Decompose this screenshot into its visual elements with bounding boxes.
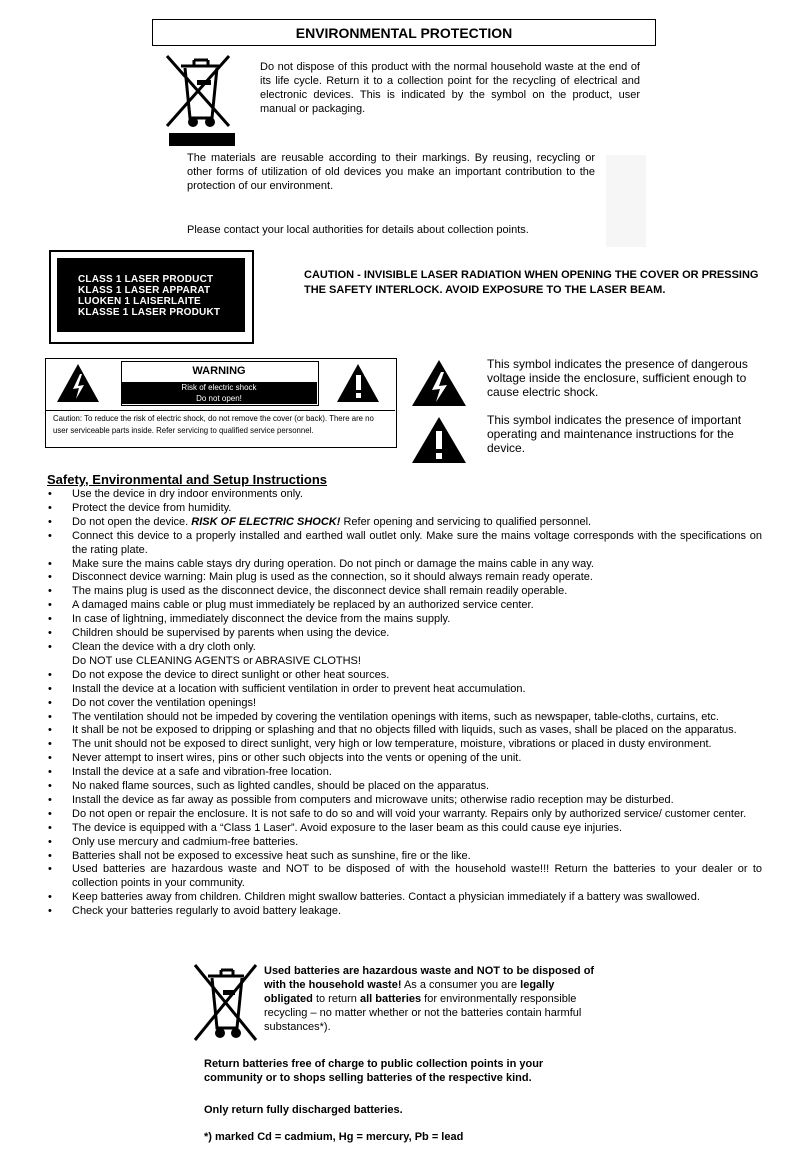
list-item: • Used batteries are hazardous waste and NOT to be disposed of with the household waste!!! Return the batteries to your dealer or to collection points in your community. — [46, 863, 762, 891]
list-item: • Install the device as far away as possible from computers and microwave units; otherwise radio reception may be disturbed. — [46, 794, 762, 808]
list-item: • Disconnect device warning: Main plug is used as the connection, so it should always remain ready operate. — [46, 571, 762, 585]
env-paragraph-3: Please contact your local authorities for details about collection points. — [187, 224, 529, 236]
scan-artifact — [606, 155, 646, 247]
list-item: • Do not cover the ventilation openings! — [46, 697, 762, 711]
list-item: • Do not expose the device to direct sunlight or other heat sources. — [46, 669, 762, 683]
list-item: • Use the device in dry indoor environments only. — [46, 488, 762, 502]
attention-symbol-text: This symbol indicates the presence of important operating and maintenance instructions for the device. — [487, 413, 742, 455]
list-item: • Install the device at a safe and vibration-free location. — [46, 766, 762, 780]
battery-disposal-text: Used batteries are hazardous waste and NOT to be disposed of with the household waste! As a consumer you are legally obligated to return all batteries for environmentally responsible recycling – no matter whether or not the batteries contain harmful substances*). — [264, 965, 595, 1033]
battery-footnote: *) marked Cd = cadmium, Hg = mercury, Pb = lead — [204, 1131, 464, 1143]
attention-symbol-icon — [410, 415, 468, 465]
list-item: • Children should be supervised by parents when using the device. — [46, 627, 762, 641]
list-item: • In case of lightning, immediately disconnect the device from the mains supply. — [46, 613, 762, 627]
list-item: • Do not open the device. RISK OF ELECTRIC SHOCK! Refer opening and servicing to qualified personnel. — [46, 516, 762, 530]
battery-discharged-text: Only return fully discharged batteries. — [204, 1104, 403, 1116]
weee-bin-icon — [163, 52, 237, 148]
list-item: • The device is equipped with a “Class 1 Laser”. Avoid exposure to the laser beam as this could cause eye injuries. — [46, 822, 762, 836]
laser-caution: CAUTION - INVISIBLE LASER RADIATION WHEN OPENING THE COVER OR PRESSING THE SAFETY INTERLOCK. AVOID EXPOSURE TO THE LASER BEAM. — [304, 269, 759, 296]
list-item: • It shall be not be exposed to dripping or splashing and that no objects filled with liquids, such as vases, shall be placed on the apparatus. — [46, 724, 762, 738]
env-paragraph-1: Do not dispose of this product with the normal household waste at the end of its life cycle. Return it to a collection point for the recycling of electrical and electronic devices. This is indicated by the symbol on the product, user manual or packaging. — [260, 61, 640, 115]
list-item: • Make sure the mains cable stays dry during operation. Do not pinch or damage the mains cable in any way. — [46, 558, 762, 572]
list-item: • Protect the device from humidity. — [46, 502, 762, 516]
warning-title: WARNING — [192, 365, 246, 377]
list-item: • Never attempt to insert wires, pins or other such objects into the vents or opening of the unit. — [46, 752, 762, 766]
list-item: • Connect this device to a properly installed and earthed wall outlet only. Make sure the mains voltage corresponds with the specifications on the rating plate. — [46, 530, 762, 558]
env-paragraph-2: The materials are reusable according to their markings. By reusing, recycling or other forms of utilization of old devices you make an important contribution to the protection of our environment. — [187, 152, 595, 192]
laser-label-text: CLASS 1 LASER PRODUCT KLASS 1 LASER APPARAT LUOKEN 1 LAISERLAITE KLASSE 1 LASER PRODUKT — [78, 274, 221, 318]
list-item: • Only use mercury and cadmium-free batteries. — [46, 836, 762, 850]
attention-warning-icon — [335, 362, 381, 404]
list-item: • Do not open or repair the enclosure. It is not safe to do so and will void your warranty. Repairs only by authorized service/ customer center. — [46, 808, 762, 822]
list-item: • Keep batteries away from children. Children might swallow batteries. Contact a physician immediately if a battery was swallowed. — [46, 891, 762, 905]
list-item: • Check your batteries regularly to avoid battery leakage. — [46, 905, 762, 919]
warning-subtitle: Risk of electric shock Do not open! — [121, 382, 317, 404]
safety-list — [46, 488, 762, 919]
safety-heading: Safety, Environmental and Setup Instructions — [47, 472, 328, 487]
warning-caution-text: Caution: To reduce the risk of electric shock, do not remove the cover (or back). There are no user serviceable parts inside. Refer servicing to qualified service personnel. — [53, 414, 374, 435]
list-item: • No naked flame sources, such as lighted candles, should be placed on the apparatus. — [46, 780, 762, 794]
list-item: • The mains plug is used as the disconnect device, the disconnect device shall remain readily operable. — [46, 585, 762, 599]
battery-bin-icon — [192, 962, 260, 1048]
list-item: • The unit should not be exposed to direct sunlight, very high or low temperature, moisture, vibrations or placed in dusty environment. — [46, 738, 762, 752]
list-item: • A damaged mains cable or plug must immediately be replaced by an authorized service center. — [46, 599, 762, 613]
battery-return-text: Return batteries free of charge to public collection points in your community or to shops selling batteries of the respective kind. — [204, 1058, 544, 1084]
voltage-symbol-text: This symbol indicates the presence of dangerous voltage inside the enclosure, sufficient enough to cause electric shock. — [487, 357, 748, 399]
list-item: • Install the device at a location with sufficient ventilation in order to prevent heat accumulation. — [46, 683, 762, 697]
page-title: ENVIRONMENTAL PROTECTION — [152, 19, 656, 46]
voltage-warning-icon — [55, 362, 101, 404]
list-item: • The ventilation should not be impeded by covering the ventilation openings with items, such as newspaper, table-cloths, curtains, etc. — [46, 711, 762, 725]
list-item: • Batteries shall not be exposed to excessive heat such as sunshine, fire or the like. — [46, 850, 762, 864]
voltage-symbol-icon — [410, 358, 468, 408]
list-item: • Clean the device with a dry cloth only. Do NOT use CLEANING AGENTS or ABRASIVE CLOTHS! — [46, 641, 762, 669]
